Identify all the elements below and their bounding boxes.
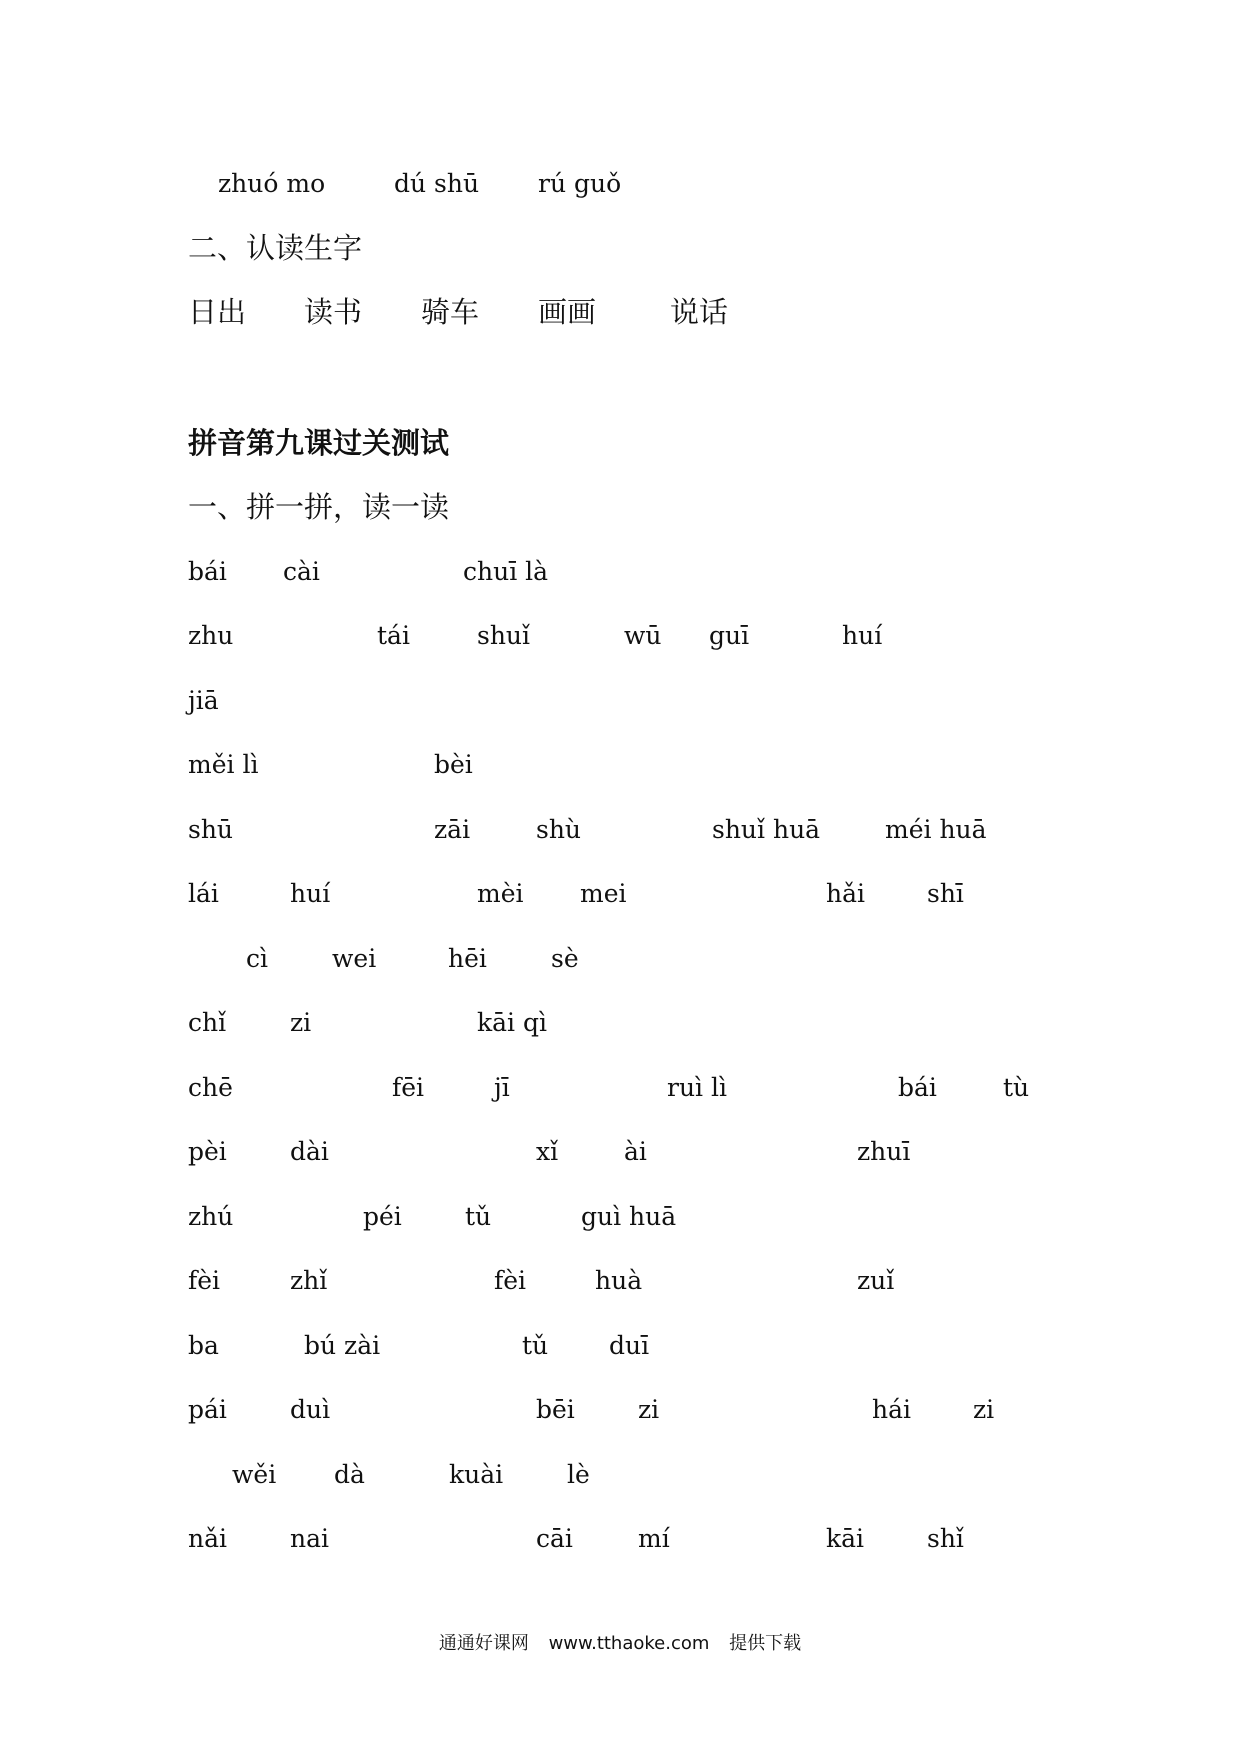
hanzi-word: 说话 xyxy=(670,295,729,329)
pinyin-row xyxy=(0,939,1240,979)
pinyin-word: mei xyxy=(580,879,627,908)
pinyin-row xyxy=(0,681,1240,721)
pinyin-word: tù xyxy=(1003,1073,1030,1102)
pinyin-word: zhuó mo xyxy=(218,169,326,198)
pinyin-row xyxy=(0,1455,1240,1495)
pinyin-word: hǎi xyxy=(826,879,866,908)
pinyin-word: ruì lì xyxy=(667,1073,727,1102)
pinyin-word: lái xyxy=(188,879,219,908)
pinyin-word: kāi xyxy=(826,1524,865,1553)
pinyin-row xyxy=(0,552,1240,592)
pinyin-row xyxy=(0,1197,1240,1237)
pinyin-word: tái xyxy=(377,621,410,650)
pinyin-word: fèi xyxy=(188,1266,221,1295)
pinyin-word: nǎi xyxy=(188,1524,228,1553)
pinyin-word: huí xyxy=(290,879,331,908)
pinyin-word: pái xyxy=(188,1395,227,1424)
pinyin-word: fèi xyxy=(494,1266,527,1295)
section1-heading xyxy=(0,487,1240,527)
pinyin-word: zi xyxy=(290,1008,312,1037)
pinyin-word: dài xyxy=(290,1137,329,1166)
pinyin-word: kuài xyxy=(449,1460,504,1489)
pinyin-word: zhǐ xyxy=(290,1266,328,1295)
pinyin-word: ba xyxy=(188,1331,219,1360)
pinyin-word: měi lì xyxy=(188,750,259,779)
pinyin-word: zuǐ xyxy=(857,1266,895,1295)
pinyin-word: bái xyxy=(898,1073,937,1102)
pinyin-word: cài xyxy=(283,557,320,586)
pinyin-word: mí xyxy=(638,1524,670,1553)
footer-url: www.tthaoke.com xyxy=(548,1633,710,1654)
pinyin-word: hēi xyxy=(448,944,487,973)
page-footer xyxy=(0,1632,1240,1656)
pinyin-word: shī xyxy=(927,879,964,908)
pinyin-word: zi xyxy=(973,1395,995,1424)
lesson-title: 拼音第九课过关测试 xyxy=(188,426,450,460)
pinyin-word: dà xyxy=(334,1460,365,1489)
pinyin-row xyxy=(0,616,1240,656)
hanzi-word: 读书 xyxy=(304,295,363,329)
pinyin-word: guī xyxy=(709,621,750,650)
section2-title: 二、认读生字 xyxy=(188,231,363,265)
pinyin-word: sè xyxy=(551,944,579,973)
section2-word-row xyxy=(0,292,1240,332)
pinyin-word: rú guǒ xyxy=(538,169,622,198)
pinyin-word: lè xyxy=(567,1460,590,1489)
pinyin-word: xǐ xyxy=(536,1137,559,1166)
pinyin-word: zhú xyxy=(188,1202,234,1231)
pinyin-word: hái xyxy=(872,1395,912,1424)
pinyin-row xyxy=(0,810,1240,850)
hanzi-word: 画画 xyxy=(538,295,597,329)
pinyin-row xyxy=(0,1390,1240,1430)
hanzi-word: 骑车 xyxy=(421,295,480,329)
pinyin-word: chuī là xyxy=(463,557,549,586)
pinyin-word: zhuī xyxy=(857,1137,911,1166)
pinyin-row xyxy=(0,1003,1240,1043)
footer-note: 提供下载 xyxy=(729,1633,802,1654)
pinyin-word: mèi xyxy=(477,879,524,908)
pinyin-row xyxy=(0,1068,1240,1108)
pinyin-row xyxy=(0,1132,1240,1172)
pinyin-word: kāi qì xyxy=(477,1008,547,1037)
pinyin-word: guì huā xyxy=(581,1202,677,1231)
pinyin-word: bái xyxy=(188,557,227,586)
lesson-heading xyxy=(0,423,1240,463)
pinyin-word: tǔ xyxy=(465,1202,492,1231)
pinyin-word: fēi xyxy=(392,1073,425,1102)
pinyin-word: duī xyxy=(609,1331,650,1360)
section2-heading xyxy=(0,228,1240,268)
hanzi-word: 日出 xyxy=(188,295,247,329)
pinyin-word: cì xyxy=(246,944,268,973)
pinyin-row xyxy=(0,874,1240,914)
pinyin-word: zi xyxy=(638,1395,660,1424)
pinyin-word: shuǐ xyxy=(477,621,531,650)
pinyin-word: chē xyxy=(188,1073,233,1102)
pinyin-word: wei xyxy=(332,944,377,973)
pinyin-word: jī xyxy=(494,1073,510,1102)
pinyin-word: shǐ xyxy=(927,1524,964,1553)
pinyin-word: zhu xyxy=(188,621,234,650)
intro-pinyin-row xyxy=(0,164,1240,204)
pinyin-word: huà xyxy=(595,1266,643,1295)
pinyin-word: bèi xyxy=(434,750,473,779)
pinyin-word: wū xyxy=(624,621,662,650)
pinyin-word: bú zài xyxy=(304,1331,381,1360)
pinyin-word: wěi xyxy=(232,1460,277,1489)
pinyin-word: shū xyxy=(188,815,234,844)
pinyin-row xyxy=(0,745,1240,785)
pinyin-word: bēi xyxy=(536,1395,575,1424)
pinyin-word: cāi xyxy=(536,1524,573,1553)
pinyin-word: dú shū xyxy=(394,169,480,198)
section1-title: 一、拼一拼，读一读 xyxy=(188,490,450,524)
pinyin-row xyxy=(0,1519,1240,1559)
pinyin-word: duì xyxy=(290,1395,331,1424)
pinyin-word: chǐ xyxy=(188,1008,227,1037)
pinyin-row xyxy=(0,1326,1240,1366)
pinyin-word: zāi xyxy=(434,815,471,844)
pinyin-word: péi xyxy=(363,1202,402,1231)
pinyin-word: méi huā xyxy=(885,815,987,844)
footer-site-name: 通通好课网 xyxy=(438,1633,529,1654)
pinyin-word: tǔ xyxy=(522,1331,549,1360)
pinyin-word: jiā xyxy=(188,686,219,715)
pinyin-word: nai xyxy=(290,1524,330,1553)
pinyin-word: shuǐ huā xyxy=(712,815,821,844)
pinyin-word: huí xyxy=(842,621,883,650)
pinyin-word: ài xyxy=(624,1137,647,1166)
pinyin-word: shù xyxy=(536,815,582,844)
pinyin-word: pèi xyxy=(188,1137,227,1166)
pinyin-row xyxy=(0,1261,1240,1301)
